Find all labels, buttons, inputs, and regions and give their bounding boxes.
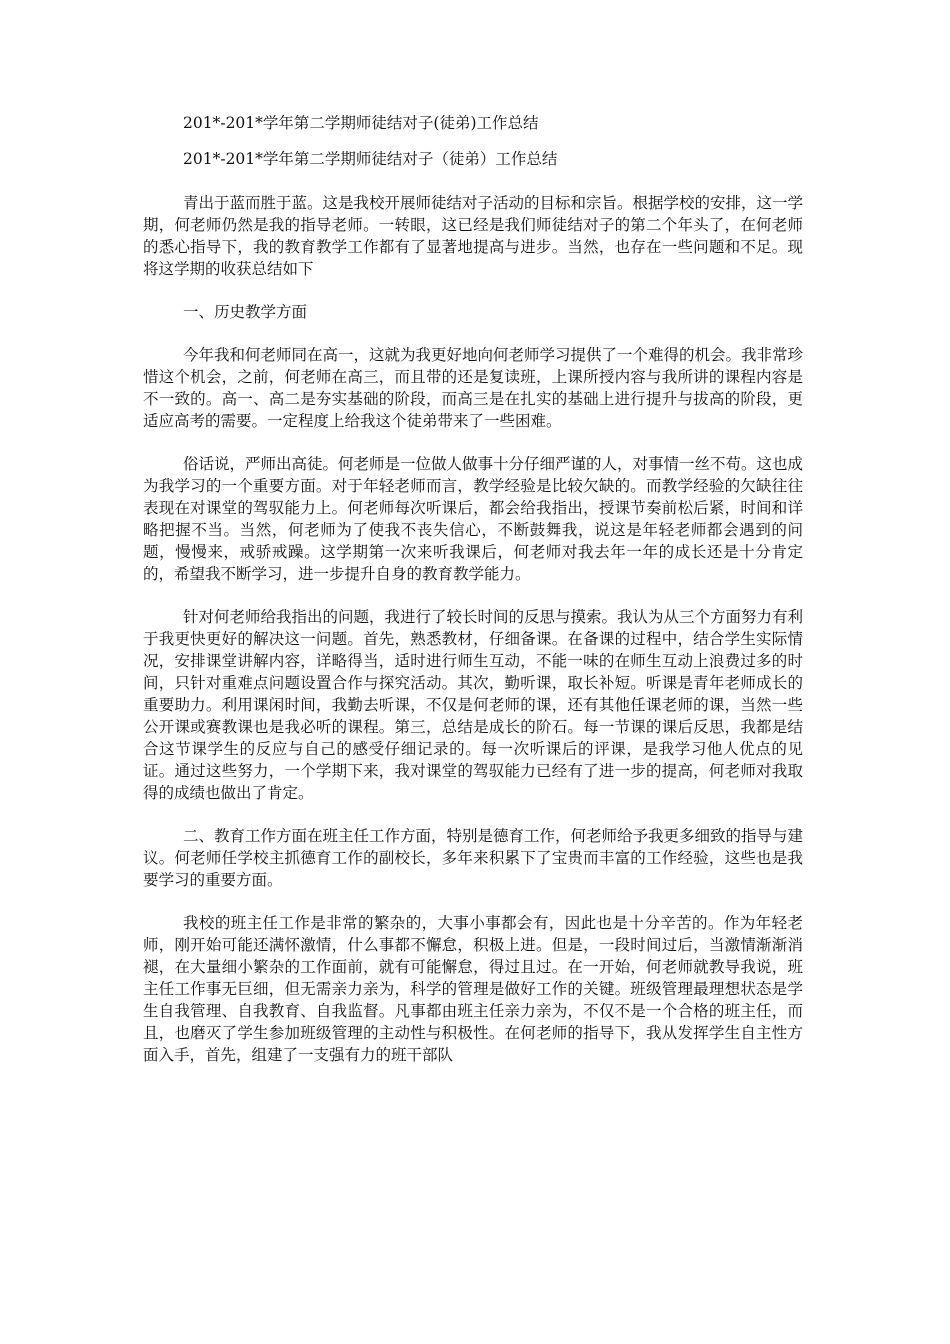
document-title: 201*-201*学年第二学期师徒结对子(徒弟)工作总结 (183, 114, 539, 132)
document-page (143, 112, 803, 1087)
section-heading-history-teaching: 一、历史教学方面 (183, 303, 308, 321)
document-subtitle: 201*-201*学年第二学期师徒结对子（徒弟）工作总结 (183, 150, 558, 168)
paragraph-history-3: 针对何老师给我指出的问题，我进行了较长时间的反思与摸索。我认为从三个方面努力有利于我更快更好的解决这一问题。首先，熟悉教材，仔细备课。在备课的过程中，结合学生实际情况，安排课堂讲解内容，详略得当，适时进行师生互动，不能一味的在师生互动上浪费过多的时间，只针对重难点问题设置合作与探究活动。其次，勤听课，取长补短。听课是青年老师成长的重要助力。利用课闲时间，我勤去听课，不仅是何老师的课，还有其他任课老师的课，当然一些公开课或赛教课也是我必听的课程。第三，总结是成长的阶石。每一节课的课后反思，我都是结合这节课学生的反应与自己的感受仔细记录的。每一次听课后的评课，是我学习他人优点的见证。通过这些努力，一个学期下来，我对课堂的驾驭能力已经有了进一步的提高，何老师对我取得的成绩也做出了肯定。 (143, 608, 804, 802)
paragraph-history-1: 今年我和何老师同在高一，这就为我更好地向何老师学习提供了一个难得的机会。我非常珍惜这个机会，之前，何老师在高三，而且带的还是复读班，上课所授内容与我所讲的课程内容是不一致的。高一、高二是夯实基础的阶段，而高三是在扎实的基础上进行提升与拔高的阶段，更适应高考的需要。一定程度上给我这个徒弟带来了一些困难。 (143, 346, 804, 430)
paragraph-history-2: 俗话说，严师出高徒。何老师是一位做人做事十分仔细严谨的人，对事情一丝不苟。这也成为我学习的一个重要方面。对于年轻老师而言，教学经验是比较欠缺的。而教学经验的欠缺往往表现在对课堂的驾驭能力上。何老师每次听课后，都会给我指出，授课节奏前松后紧，时间和详略把握不当。当然，何老师为了使我不丧失信心，不断鼓舞我，说这是年轻老师都会遇到的问题，慢慢来，戒骄戒躁。这学期第一次来听我课后，何老师对我去年一年的成长还是十分肯定的，希望我不断学习，进一步提升自身的教育教学能力。 (143, 455, 804, 583)
paragraph-intro: 青出于蓝而胜于蓝。这是我校开展师徒结对子活动的目标和宗旨。根据学校的安排，这一学期，何老师仍然是我的指导老师。一转眼，这已经是我们师徒结对子的第二个年头了，在何老师的悉心指导下，我的教育教学工作都有了显著地提高与进步。当然，也存在一些问题和不足。现将这学期的收获总结如下 (143, 194, 804, 278)
paragraph-class-management: 我校的班主任工作是非常的繁杂的，大事小事都会有，因此也是十分辛苦的。作为年轻老师，刚开始可能还满怀激情，什么事都不懈怠，积极上进。但是，一段时间过后，当激情渐渐消褪，在大量细小繁杂的工作面前，就有可能懈怠，得过且过。在一开始，何老师就教导我说，班主任工作事无巨细，但无需亲力亲为，科学的管理是做好工作的关键。班级管理最理想状态是学生自我管理、自我教育、自我监督。凡事都由班主任亲力亲为，不仅不是一个合格的班主任，而且，也磨灭了学生参加班级管理的主动性与积极性。在何老师的指导下，我从发挥学生自主性方面入手，首先，组建了一支强有力的班干部队 (143, 914, 803, 1064)
paragraph-education-work: 二、教育工作方面在班主任工作方面，特别是德育工作，何老师给予我更多细致的指导与建议。何老师任学校主抓德育工作的副校长，多年来积累下了宝贵而丰富的工作经验，这些也是我要学习的重要方面。 (143, 827, 804, 889)
